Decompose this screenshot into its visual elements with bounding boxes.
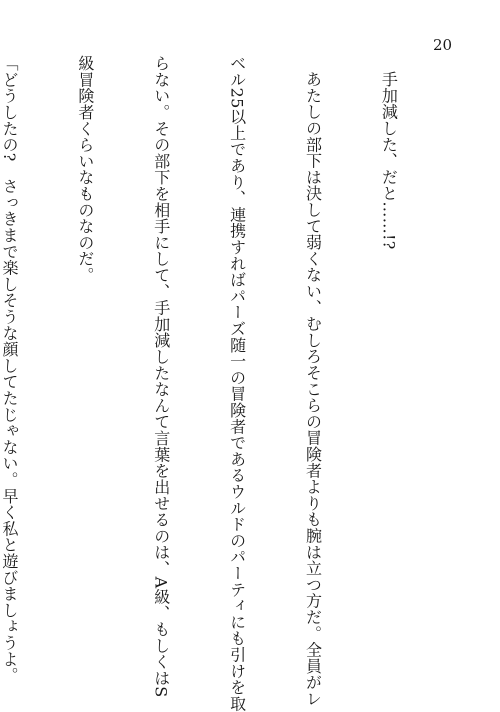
text-line: 「どうしたの? さっきまで楽しそうな顔してたじゃない。早く私と遊びましょうよ。 [0, 55, 19, 684]
text-line: 手加減した、だと……!? [379, 71, 399, 250]
novel-text-body [0, 55, 452, 712]
page-number: 20 [433, 36, 453, 54]
text-line: あたしの部下は決して弱くない、むしろそこらの冒険者よりも腕は立つ方だ。全員がレ [303, 71, 323, 707]
text-line: 級冒険者くらいなものなのだ。 [75, 55, 95, 284]
text-line: らない。その部下を相手にして、手加減したなんて言葉を出せるのは、A級、もしくはS [151, 55, 171, 698]
text-line: ベル25以上であり、連携すればパーズ随一の冒険者であるウルドのパーティにも引けを取 [227, 55, 247, 712]
